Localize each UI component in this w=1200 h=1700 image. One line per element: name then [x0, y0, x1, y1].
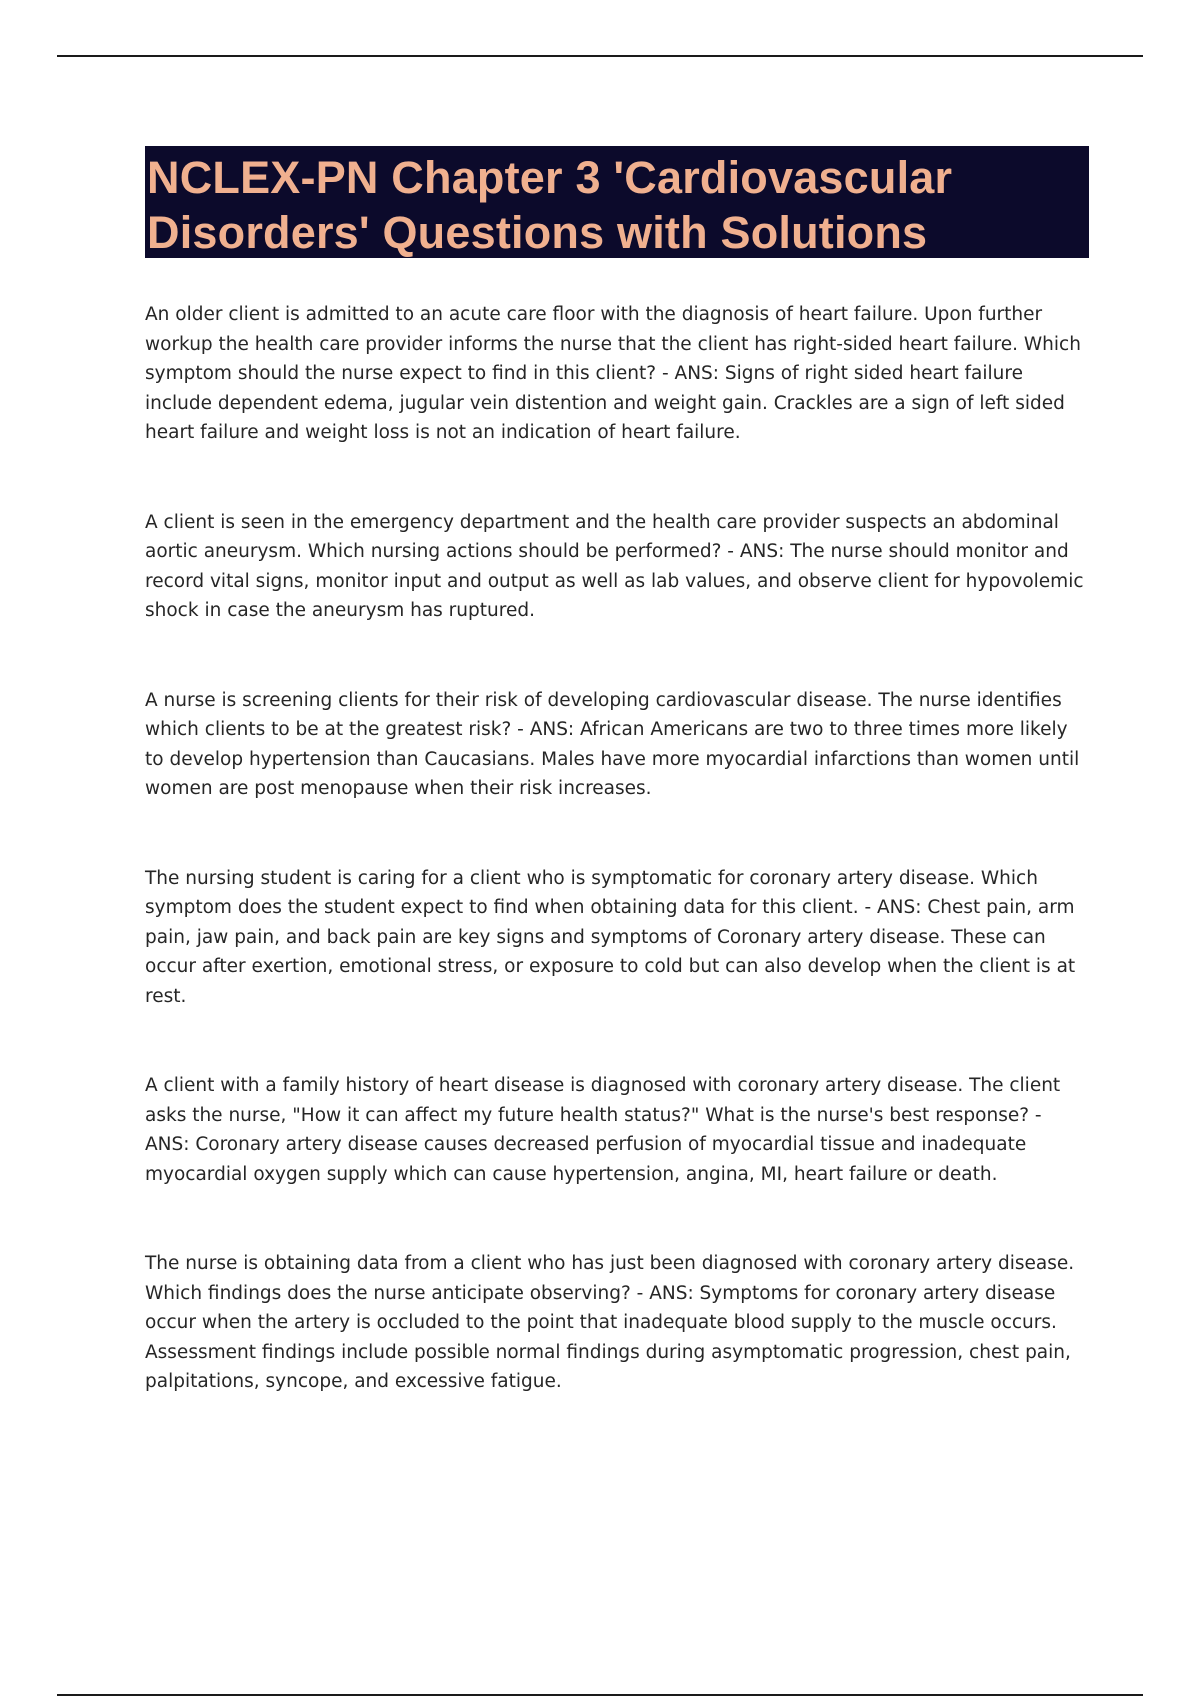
qa-item: An older client is admitted to an acute care floor with the diagnosis of heart failure. Upon further workup the health care provider informs the nurse that the client has right-sided heart failure. Which symptom should the nurse expect to find in this client? - ANS: Signs of right sided heart failure include dependent edema, jugular vein distention and weight gain. Crackles are a sign of left sided heart failure and weight loss is not an indication of heart failure. [145, 304, 1081, 443]
qa-item: A nurse is screening clients for their risk of developing cardiovascular disease. The nurse identifies which clients to be at the greatest risk? - ANS: African Americans are two to three times more likely to develop hypertension than Caucasians. Males have more myocardial infarctions than women until women are post menopause when their risk increases. [145, 689, 1080, 799]
qa-item: A client with a family history of heart disease is diagnosed with coronary artery disease. The client asks the nurse, "How it can affect my future health status?" What is the nurse's best response? - ANS: Coronary artery disease causes decreased perfusion of myocardial tissue and inadequate myocardial oxygen supply which can cause hypertension, angina, MI, heart failure or death. [145, 1075, 1061, 1185]
qa-item: The nursing student is caring for a client who is symptomatic for coronary artery disease. Which symptom does the student expect to find when obtaining data for this client. - ANS: Chest pain, arm pain, jaw pain, and back pain are key signs and symptoms of Coronary artery disease. These can occur after exertion, emotional stress, or exposure to cold but can also develop when the client is at rest. [145, 867, 1076, 1007]
document-title-banner [145, 146, 1089, 258]
question-answer-list [145, 300, 1090, 1457]
page-bottom-rule [57, 1694, 1143, 1696]
qa-item: A client is seen in the emergency department and the health care provider suspects an abdominal aortic aneurysm. Which nursing actions should be performed? - ANS: The nurse should monitor and record vital signs, monitor input and output as well as lab values, and observe client for hypovolemic shock in case the aneurysm has ruptured. [145, 511, 1084, 621]
document-title: NCLEX-PN Chapter 3 'Cardiovascular Disorders' Questions with Solutions [147, 152, 953, 258]
page-top-rule [57, 55, 1143, 57]
qa-item: The nurse is obtaining data from a client who has just been diagnosed with coronary artery disease. Which findings does the nurse anticipate observing? - ANS: Symptoms for coronary artery disease occur when the artery is occluded to the point that inadequate blood supply to the muscle occurs. Assessment findings include possible normal findings during asymptomatic progression, chest pain, palpitations, syncope, and excessive fatigue. [145, 1253, 1075, 1392]
